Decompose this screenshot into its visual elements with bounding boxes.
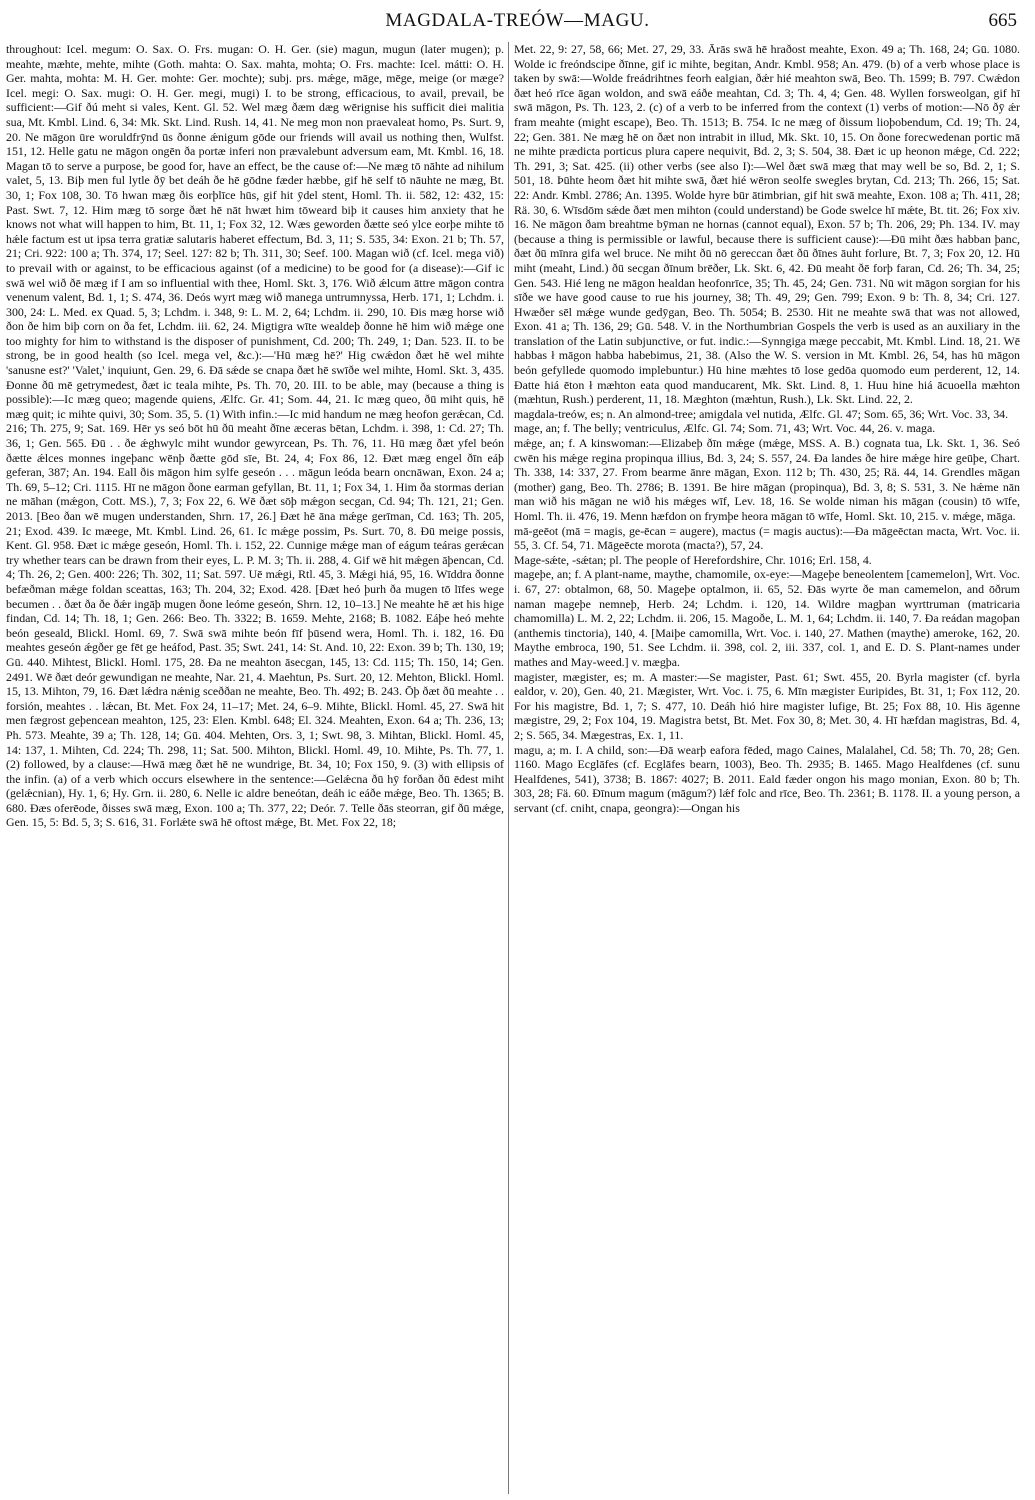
left-column xyxy=(6,42,504,1492)
entry-magu: magu, a; m. I. A child, son:—Ðā wearþ eafora fēded, mago Caines, Malalahel, Cd. 58; Th. 70, 28; Gen. 1160. Mago Ecglāfes (cf. Ecglāfes bearn, 1003), Beo. Th. 2935; B. 1465. Mago Healfdenes (cf. sunu Healfdenes, 541), 3738; B. 1867: 4027; B. 2011. Eald fæder ongon his mago monian, Exon. 80 b; Th. 303, 28; Fä. 60. Ðīnum magum (māgum?) lǽf folc and rīce, Beo. Th. 2361; B. 1178. II. a young person, a servant (cf. cniht, cnapa, geongra):—Ongan his xyxy=(514,742,1020,815)
entry-mage-saete: Mage-sǽte, -sǽtan; pl. The people of Herefordshire, Chr. 1016; Erl. 158, 4. xyxy=(514,552,872,567)
column-divider xyxy=(508,42,509,1494)
entry-magdala-treow: magdala-treów, es; n. An almond-tree; amigdala vel nutida, Ælfc. Gl. 47; Som. 65, 36; Wrt. Voc. 33, 34. xyxy=(514,406,1009,421)
entry-maege-kinswoman: mǽge, an; f. A kinswoman:—Elizabeþ ðīn mǽge (mǽge, MSS. A. B.) cognata tua, Lk. Skt. 1, 36. Seó cwēn his mǽge regina propinqua illius, Bd. 3, 24; S. 557, 24. Ða landes ðe hire mǽge hire geūþe, Chart. Th. 338, 14: 337, 27. From bearme ānre māgan, Exon. 112 b; Th. 430, 25; Rä. 44, 14. Grendles māgan (mother) gang, Beo. Th. 2786; B. 1391. Be hire māgan (propinqua), Bd. 3, 8; S. 531, 3. Ne hǽme nān man wið his māgan ne wið his mǽges wīf, Lev. 18, 16. Se wolde niman his māgan (cousin) tō wīfe, Homl. Th. ii. 476, 19. Menn hæfdon on frymþe heora māgan tō wīfe, Homl. Skt. 10, 215. v. mǽge, māga. xyxy=(514,436,1020,523)
right-column xyxy=(514,42,1020,1492)
running-head: MAGDALA-TREÓW—MAGU. xyxy=(385,10,650,31)
entry-magethe: mageþe, an; f. A plant-name, maythe, chamomile, ox-eye:—Mageþe beneolentem [camemelon], Wrt. Voc. i. 67, 27: obtalmon, 68, 50. Mageþe optalmon, ii. 65, 52. Ðās wyrte ðe man camemelon, and ōðrum naman mageþe nemneþ, Herb. 24; Lchdm. i. 120, 14. Wildre magþan wyrttruman (matricaria chamomilla) L. M. 2, 22; Lchdm. ii. 206, 15. Magoðe, L. M. 1, 64; Lchdm. ii. 140, 7. Ða reádan magoþan (anthemis tinctoria), 140, 4. [Maiþe camomilla, Wrt. Voc. i. 140, 27. Mathen (maythe) ameroke, 162, 20. Maythe embroca, 190, 51. See Lchdm. ii. 398, col. 2, iii. 337, col. 1, and E. D. S. Plant-names under mathes and May-weed.] v. mægþa. xyxy=(514,567,1020,669)
entry-mage-belly: mage, an; f. The belly; ventriculus, Ælfc. Gl. 74; Som. 71, 43; Wrt. Voc. 44, 26. v. maga. xyxy=(514,421,936,436)
entry-continuation: Met. 22, 9: 27, 58, 66; Met. 27, 29, 33. Ārās swā hē hraðost meahte, Exon. 49 a; Th. 168, 24; Gū. 1080. Wolde ic freóndscipe ðīnne, gif ic mihte, begitan, Andr. Kmbl. 958; An. 479. (b) of a verb whose place is taken by swā:—Wolde freádrihtnes feorh ealgian, ðǽr hié meahton swā, Beo. Th. 1599; B. 797. Cwǽdon ðæt heó rīce āgan woldon, and swā eáðe meahtan, Cd. 3; Th. 4, 4; Gen. 48. Wyllen forsweolgan, gif hī swā māgon, Ps. Th. 123, 2. (c) of a verb to be inferred from the context (1) verbs of motion:—Nō ðȳ ǽr fram meahte (might escape), Beo. Th. 1513; B. 754. Ic ne mæg of ðissum lioþobendum, Cd. 19; Th. 24, 22; Gen. 381. Ne mæg hē on ðæt non intrabit in illud, Mk. Skt. 10, 15. On ðone forecwedenan portic mā ne mihte prædicta porticus plura capere nequivit, Bd. 2, 3; S. 504, 38. Ðæt ic up heonon mǽge, Cd. 222; Th. 291, 3; Sat. 425. (ii) other verbs (see also I):—Wel ðæt swā mæg that may well be so, Bd. 2, 1; S. 501, 18. Þūhte heom ðæt hit mihte swā, ðæt hié wēron seolfe swegles brytan, Cd. 213; Th. 266, 15; Sat. 22: Andr. Kmbl. 2786; An. 1395. Wolde hyre būr ātimbrian, gif hit swā meahte, Exon. 108 a; Th. 411, 28; Rä. 30, 6. Wīsdōm sǽde ðæt men mihton (could understand) be Gode swelce hī mǽte, Bt. tit. 26; Fox xiv. 16. Ne māgon ðam breahtme bȳman ne hornas (cannot equal), Exon. 57 b; Th. 206, 29; Ph. 134. IV. may (because a thing is permissible or lawful, because there is sufficient cause):—Ðū miht ðæs habban þanc, ðæt ðū mīnra gifa wel bruce. Ne miht ðū nō gereccan ðæt ðū ðīnes āuht forlure, Bt. 7, 3; Fox 20, 12. Hū miht (meaht, Lind.) ðū secgan ðīnum brēðer, Lk. Skt. 6, 42. Ðū meaht ðē forþ faran, Cd. 26; Th. 34, 25; Gen. 543. Hié leng ne māgon healdan heofonrīce, 35; Th. 45, 24; Gen. 731. Nū wit māgon sorgian for his sīðe we have good cause to rue his journey, 38; Th. 49, 29; Gen. 799; Exon. 9 b: Th. 8, 34; Cri. 127. Hwæðer sēl mǽge wunde gedȳgan, Beo. Th. 5054; B. 2530. Hit ne meahte swā that was not allowed, Exon. 41 a; Th. 136, 29; Gū. 548. V. in the Northumbrian Gospels the verb is used as an auxiliary in the translation of the Latin subjunctive, or fut. indic.:—Synngiga mæge peccabit, Mt. Kmbl. Lind. 18, 21. Wē habbas ł māgon habba habebimus, 21, 38. (Also the W. S. version in Mt. Kmbl. 26, 54, has hū māgon beón gefyllede quomodo implebuntur.) Hū hine mæhtes tō lose gedōa quomodo eum perderent, 12, 14. Ðatte hiá ēton ł mæhton eata quod manducarent, Mk. Skt. Lind. 8, 1. Huu hine hiá ācuoella mæhton (mæhtun, Rush.) perderent, 11, 18. Mæghton (mæhtun, Rush.), Lk. Skt. Lind. 22, 2. xyxy=(514,42,1020,407)
entry-ma-geeot: mā-geēot (mā = magis, ge-ēcan = augere), mactus (= magis auctus):—Ða māgeēctan macta, Wrt. Voc. ii. 55, 3. Cf. 54, 71. Māgeēcte morota (macta?), 57, 24. xyxy=(514,523,1020,553)
page-header xyxy=(0,6,1035,32)
page-number: 665 xyxy=(988,10,1017,31)
entry-magister: magister, mægister, es; m. A master:—Se magister, Past. 61; Swt. 455, 20. Byrla magister (cf. byrla ealdor, v. 20), Gen. 40, 21. Mægister, Wrt. Voc. i. 75, 6. Mīn mægister Euripides, Bt. 31, 1; Fox 112, 20. For his magistre, Bd. 1, 7; S. 477, 10. Deáh hió hire magister lufige, Bt. 25; Fox 88, 10. His āgenne mægistre, 29, 2; Fox 104, 19. Magistra betst, Bt. Met. Fox 30, 8; Met. 30, 4. Hī hæfdan magistras, Bd. 4, 2; S. 565, 34. Mægestras, Ex. 1, 11. xyxy=(514,669,1020,742)
entry-continuation: throughout: Icel. megum: O. Sax. O. Frs. mugan: O. H. Ger. (sie) magun, mugun (later mugen); p. meahte, mæhte, mehte, mihte (Goth. mahta: O. Sax. mahta, mohta; O. Frs. machte: Icel. mátti: O. H. Ger. mahta, mohta: M. H. Ger. mohte: Ger. mochte); subj. prs. mǽge, māge, mēge, meige (or mæge? Icel. megi: O. Sax. mugi: O. H. Ger. megi, mugi) I. to be strong, efficacious, to avail, prevail, be sufficient:—Gif ðú meht si vales, Kent. Gl. 52. Wel mæg ðæm dæg wērignise his sufficit diei malitia sua, Mt. Kmbl. Lind. 6, 34: Mk. Skt. Lind. Rush. 14, 41. Ne meg mon non praevaleat homo, Ps. Surt. 9, 20. Ne māgon ūre woruldfrȳnd ūs ðonne ǽnigum gōde our friends will avail us nothing then, Wulfst. 151, 12. Helle gatu ne māgon ongēn ða portæ inferi non prævalebunt adversum eam, Mt. Kmbl. 16, 18. Magan tō to serve a purpose, be good for, have an effect, be the cause of:—Ne mæg tō nāhte ad nihilum valet, 5, 13. Biþ men ful lytle ðȳ bet deáh ðe hē gōdne fæder hæbbe, gif hē self tō nāuhte ne mæg, Bt. 30, 1; Fox 108, 30. Tō hwan mæg ðis eorþlīce hūs, gif hit ȳdel stent, Homl. Th. ii. 582, 12: 432, 15: Past. Swt. 7, 12. Him mæg tō sorge ðæt hē nāt hwæt him tōweard biþ it causes him anxiety that he knows not what will happen to him, Bt. 11, 1; Fox 32, 12. Wæs geworden ðætte seó ylce eorþe mihte tō hǽle factum est ut ipsa terra gratiæ salutaris haberet effectum, Bd. 3, 11; S. 535, 34: Exon. 21 b; Th. 57, 21; Cri. 922: 100 a; Th. 374, 17; Seel. 127: 82 b; Th. 311, 30; Seef. 100. Magan wið (cf. Icel. mega við) to prevail with or against, to be efficacious against (of a medicine) to be good for (a disease):—Gif ic swā wel wið ðē mæg if I am so influential with thee, Homl. Skt. 3, 176. Wið ǽlcum āttre māgon contra venenum valent, Bd. 1, 1; S. 474, 36. Deós wyrt mæg wið manega untrumnyssa, Herb. 171, 1; Lchdm. i. 300, 24: L. Med. ex Quad. 5, 3; Lchdm. i. 348, 9: L. M. 2, 64; Lchdm. ii. 290, 10. Ðis mæg horse wið ðon ðe him biþ corn on ða fet, Lchdm. iii. 62, 24. Migtigra wīte wealdeþ ðonne hē him wið mǽge one too mighty for him to withstand is the disposer of punishment, Cd. 200; Th. 249, 1; Dan. 523. II. to be strong, be in good health (so Icel. mega vel, &c.):—'Hū mæg hē?' Hig cwǽdon ðæt hē wel mihte 'sanusne est?' 'Valet,' inquiunt, Gen. 29, 6. Ðā sǽde se cnapa ðæt hē swīðe wel mihte, Homl. Skt. 3, 435. Ðonne ðū mē getrymedest, ðæt ic teala mihte, Ps. Th. 70, 20. III. to be able, may (because a thing is possible):—Ic mæg queo; magende quiens, Ælfc. Gr. 41; Som. 44, 21. Ic mæg queo, ðū miht quis, hē mæg quit; ic mihte quivi, 30; Som. 35, 5. (1) With infin.:—Ic mid handum ne mæg heofon gerǽcan, Cd. 216; Th. 275, 9; Sat. 169. Hēr ys seó bōt hū ðū meaht ðīne æceras bētan, Lchdm. i. 398, 1: Cd. 27; Th. 36, 1; Gen. 565. Ðū . . ðe ǽghwylc miht wundor gewyrcean, Ps. Th. 76, 11. Hū mæg ðæt yfel beón ðætte ǽlces monnes ingeþanc wēnþ ðætte gōd sīe, Bt. 24, 4; Fox 86, 12. Ðæt mæg engel ðīn eáþ geferan, 387; An. 194. Eall ðis māgon him sylfe geseón . . . māgun leóda bearn oncnāwan, Exon. 24 a; Th. 69, 5–12; Cri. 1115. Hī ne māgon ðone earman gefyllan, Bt. 11, 1; Fox 34, 1. Him ða stormas derian ne māhan (mǽgon, Cott. MS.), 7, 3; Fox 22, 6. Wē ðæt sōþ mǽgon secgan, Cd. 94; Th. 121, 21; Gen. 2013. [Beo ðan wē mugen understanden, Shrn. 17, 26.] Ðæt hē āna mǽge gerīman, Cd. 163; Th. 205, 21; Exod. 439. Ic mæege, Mt. Kmbl. Lind. 26, 61. Ic mǽge possim, Ps. Surt. 70, 8. Ðū meige possis, Kent. Gl. 958. Ðæt ic mǽge geseón, Homl. Th. i. 152, 22. Cunnige mǽge man of eágum teáras gerǽcan try whether tears can be drawn from their eyes, L. P. M. 3; Th. ii. 288, 4. Gif wē hit mǽgen āþencan, Cd. 4; Th. 26, 2; Gen. 400: 226; Th. 302, 11; Sat. 597. Uē mǽgi, Rtl. 45, 3. Mǽgi hiá, 95, 16. Wīddra ðonne befæðman mǽge foldan sceattas, 163; Th. 204, 32; Exod. 428. [Ðæt heó þurh ða mugen tō līfes wege becumen . . ðæt ða ðe ðǽr ingāþ mugen ðone leóme geseón, Shrn. 12, 10–13.] Ne meahte hē æt his hige findan, Cd. 14; Th. 18, 1; Gen. 266: Beo. Th. 3322; B. 1659. Mehte, 2168; B. 1082. Eáþe heó mehte beón geseald, Blickl. Homl. 69, 7. Swā swā mihte beón fīf þūsend wera, Homl. Th. i. 182, 16. Ðū meahtes geseón ǽgðer ge fēt ge heáfod, Past. 35; Swt. 241, 14: St. And. 10, 22: Exon. 39 b; Th. 130, 19; Gū. 440. Mihtest, Blickl. Homl. 175, 28. Ða ne meahton āsecgan, 145, 13: Cd. 115; Th. 150, 14; Gen. 2491. Wē ðæt deór gewundigan ne meahte, Nar. 21, 4. Maehtun, Ps. Surt. 20, 12. Mehton, Blickl. Homl. 15, 13. Mihton, 79, 16. Ðæt lǽdra nǽnig sceððan ne meahte, Beo. Th. 492; B. 243. Ōþ ðæt ðū meahte . . forsión, meahtes . . lǽcan, Bt. Met. Fox 24, 11–17; Met. 24, 6–9. Mihte, Blickl. Homl. 45, 27. Swā hit men fægrost geþencean meahton, 125, 23: Elen. Kmbl. 648; El. 324. Meahten, Exon. 64 a; Th. 236, 13; Ph. 573. Meahte, 39 a; Th. 128, 14; Gū. 404. Mehten, Ors. 3, 1; Swt. 98, 3. Mihtan, Blickl. Homl. 45, 14: 137, 1. Mihten, Cd. 224; Th. 298, 11; Sat. 500. Mihton, Blickl. Homl. 49, 10. Mihte, Ps. Th. 77, 1. (2) followed, by a clause:—Hwā mæg ðæt hē ne wundrige, Bt. 34, 10; Fox 150, 9. (3) with ellipsis of the infin. (a) of a verb which occurs elsewhere in the sentence:—Gelǽcna ðū hȳ forðan ðū ēdest miht (gelǽcnian), Hy. 1, 6; Hy. Grn. ii. 280, 6. Nelle ic aldre beneótan, deáh ic eáðe mǽge, Beo. Th. 1365; B. 680. Ðæs oferēode, ðisses swā mæg, Exon. 100 a; Th. 377, 22; Deór. 7. Telle ðās steorran, gif ðū mǽge, Gen. 15, 5: Bd. 5, 3; S. 616, 31. Forlǽte swā hē oftost mǽge, Bt. Met. Fox 22, 18; xyxy=(6,42,504,830)
